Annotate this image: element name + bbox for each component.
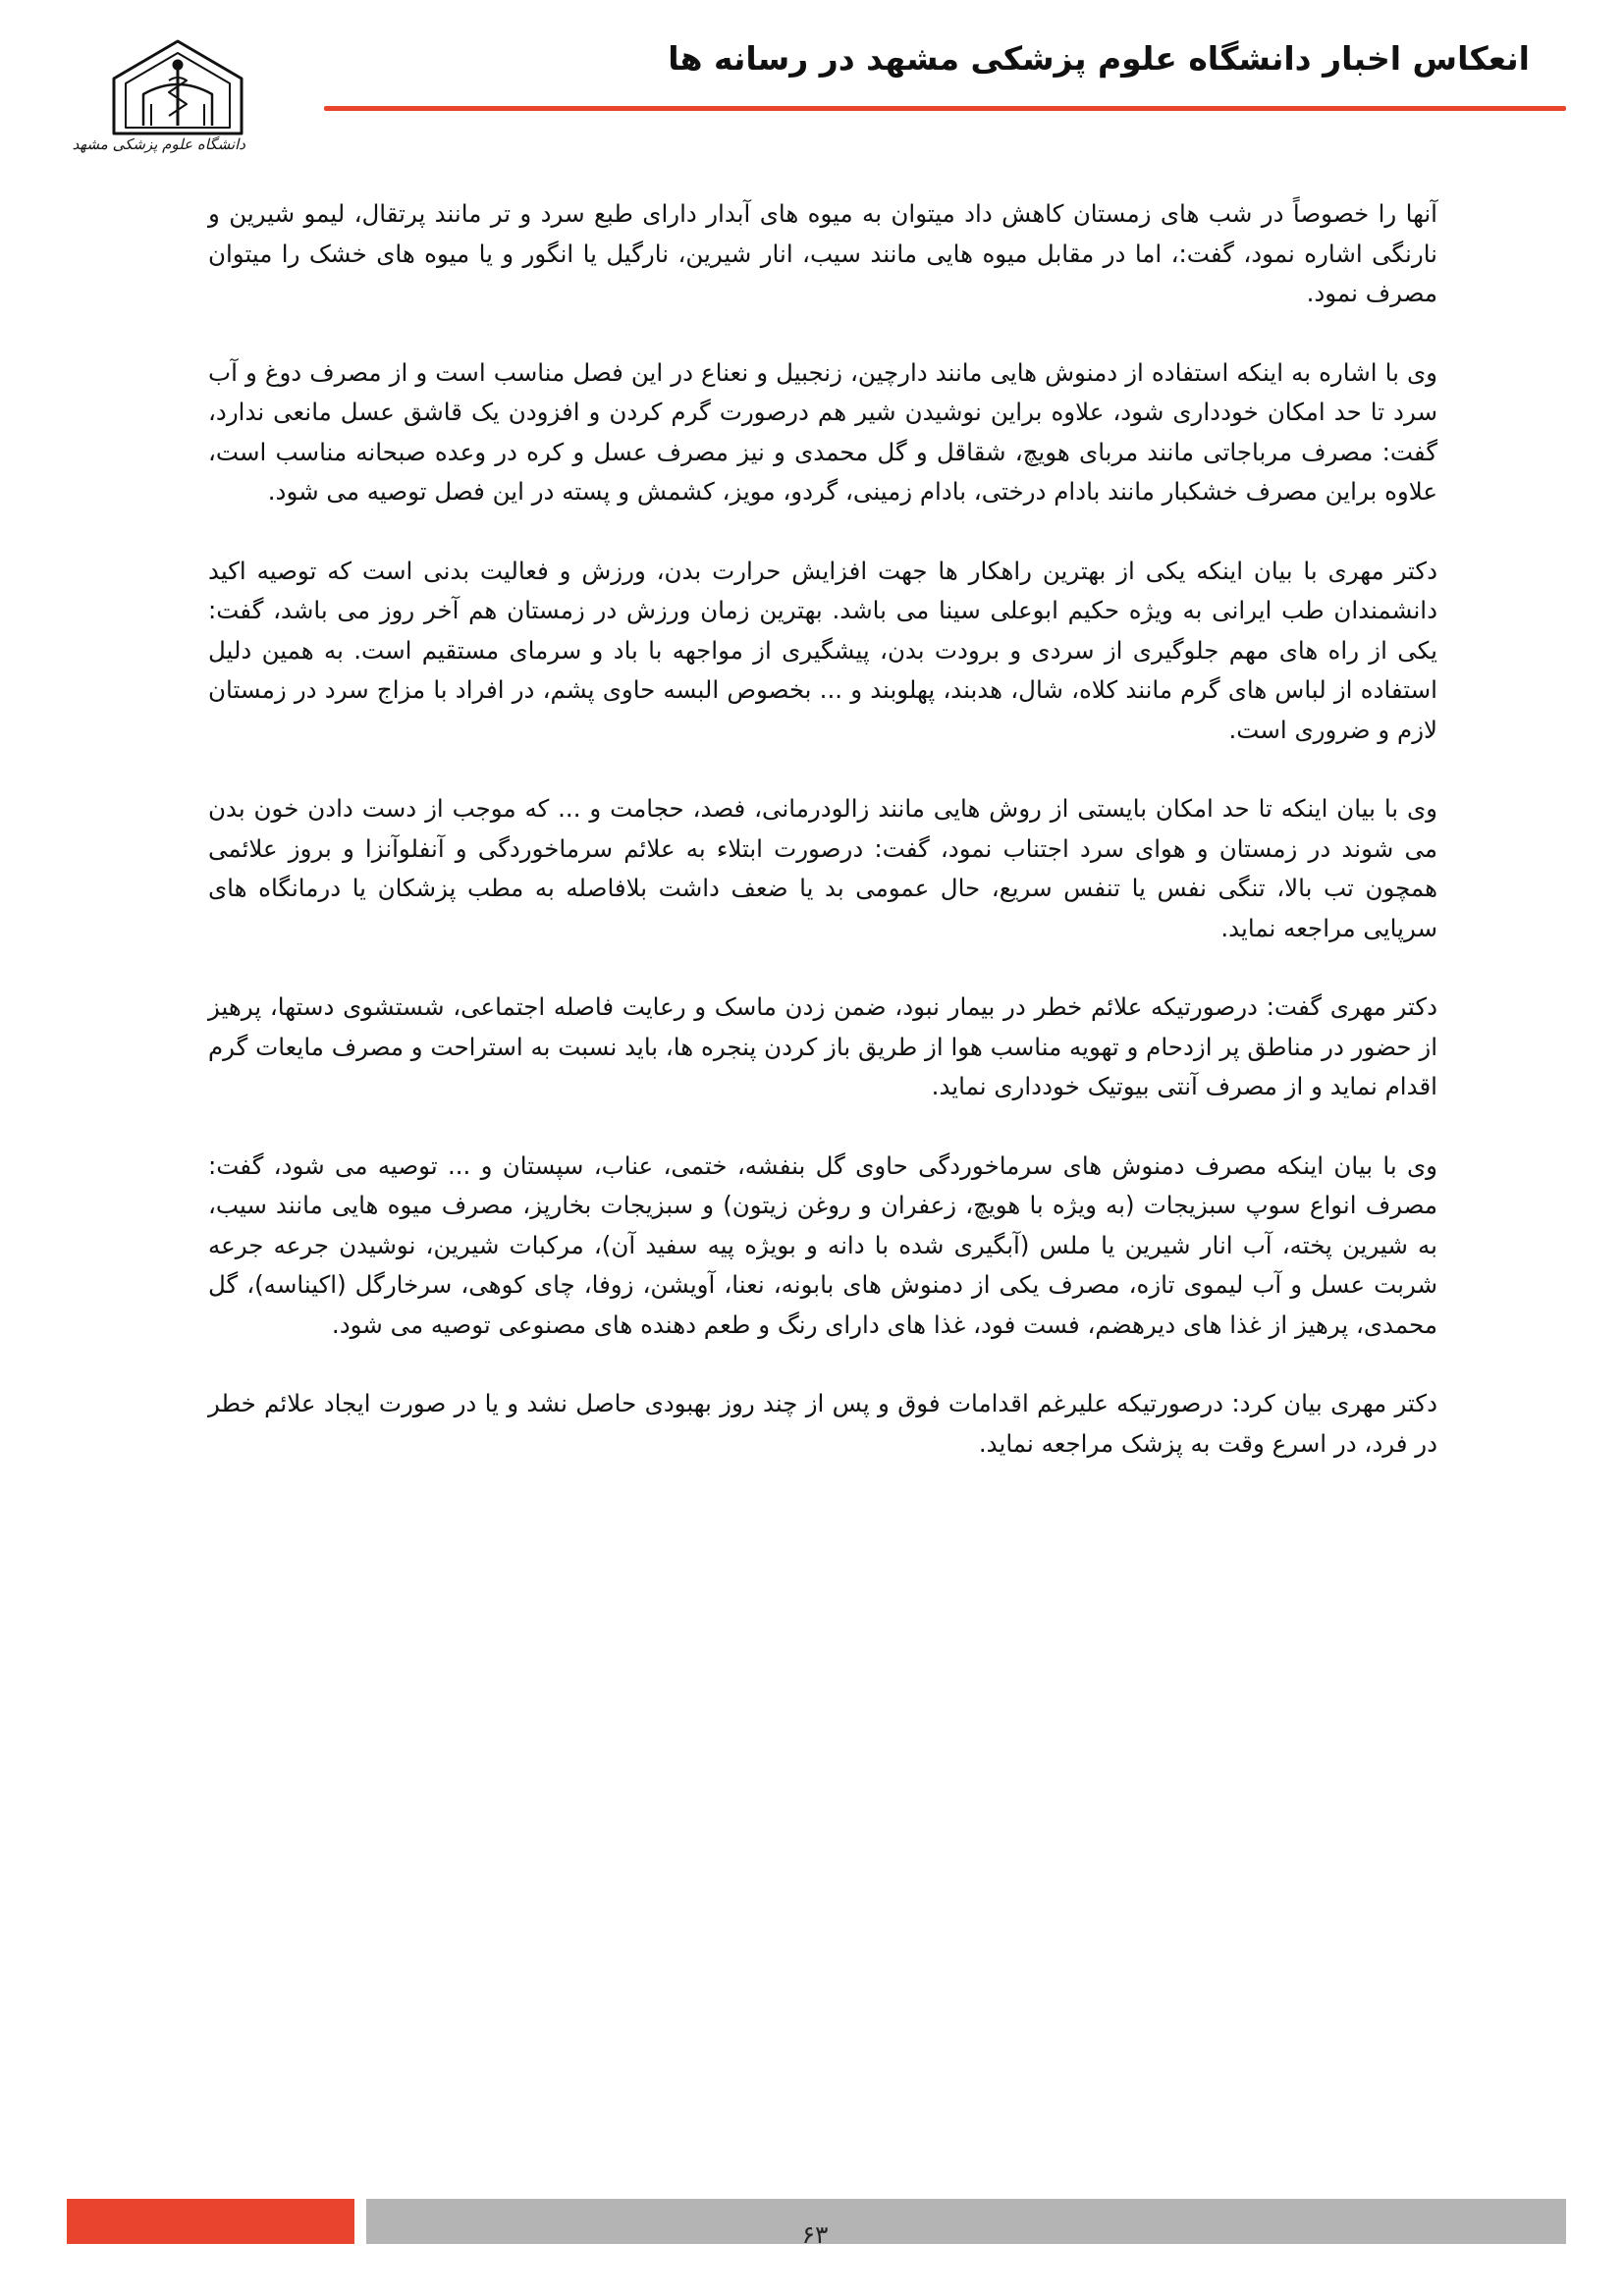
article-body	[208, 194, 1437, 1503]
paragraph: دکتر مهری با بیان اینکه یکی از بهترین راهکار ها جهت افزایش حرارت بدن، ورزش و فعالیت بدنی است که توصیه اکید دانشمندان طب ایرانی به ویژه حکیم ابوعلی سینا می باشد. بهترین زمان ورزش در زمستان هم آخر روز می باشد، گفت: یکی از راه های مهم جلوگیری از سردی و برودت بدن، پیشگیری از مواجهه با باد و سرمای مستقیم است. به همین دلیل استفاده از لباس های گرم مانند کلاه، شال، هدبند، پهلوبند و ... بخصوص البسه حاوی پشم، در افراد با مزاج سرد در زمستان لازم و ضروری است.	[208, 556, 1437, 744]
logo-caption: دانشگاه علوم پزشکی مشهد	[72, 135, 245, 153]
paragraph: دکتر مهری گفت: درصورتیکه علائم خطر در بیمار نبود، ضمن زدن ماسک و رعایت فاصله اجتماعی، شستشوی دستها، پرهیز از حضور در مناطق پر ازدحام و تهویه مناسب هوا از طریق باز کردن پنجره ها، باید نسبت به استراحت و مصرف مایعات گرم اقدام نماید و از مصرف آنتی بیوتیک خودداری نماید.	[208, 992, 1437, 1100]
page-title: انعکاس اخبار دانشگاه علوم پزشکی مشهد در رسانه ها	[668, 39, 1530, 78]
footer-accent-bar	[67, 2199, 354, 2244]
paragraph: وی با بیان اینکه مصرف دمنوش های سرماخوردگی حاوی گل بنفشه، ختمی، عناب، سپستان و ... توصیه می شود، گفت: مصرف انواع سوپ سبزیجات (به ویژه با هویچ، زعفران و روغن زیتون) و سبزیجات بخارپز، مصرف میوه هایی مانند سیب، به شیرین پخته، آب انار شیرین یا ملس (آبگیری شده با دانه و بویژه پیه سفید آن)، مرکبات شیرین، نوشیدن جرعه جرعه شربت عسل و آب لیموی تازه، مصرف یکی از دمنوش های بابونه، نعنا، آویشن، زوفا، چای کوهی، سرخارگل (اکیناسه)، گل محمدی، پرهیز از غذا های دیرهضم، فست فود، غذا های دارای رنگ و طعم دهنده های مصنوعی توصیه می شود.	[208, 1150, 1437, 1339]
paragraph: وی با اشاره به اینکه استفاده از دمنوش هایی مانند دارچین، زنجبیل و نعناع در این فصل مناسب است و از مصرف دوغ و آب سرد تا حد امکان خودداری شود، علاوه براین نوشیدن شیر هم درصورت گرم کردن و افزودن یک قاشق عسل مانعی ندارد، گفت: مصرف مرباجاتی مانند مربای هویچ، شقاقل و گل محمدی و نیز مصرف عسل و کره در وعده صبحانه مناسب است، علاوه براین مصرف خشکبار مانند بادام درختی، بادام زمینی، گردو، مویز، کشمش و پسته در این فصل توصیه می شود.	[208, 357, 1437, 506]
page-number: ۶۳	[801, 2220, 829, 2249]
header-divider	[324, 106, 1566, 111]
paragraph: وی با بیان اینکه تا حد امکان بایستی از روش هایی مانند زالودرمانی، فصد، حجامت و ... که موجب از دست دادن خون بدن می شوند در زمستان و هوای سرد اجتناب نمود، گفت: درصورت ابتلاء به علائم سرماخوردگی و آنفلوآنزا و بروز علائمی همچون تب بالا، تنگی نفس یا تنفس سریع، حال عمومی بد یا ضعف داشت بلافاصله به مطب پزشکان یا درمانگاه های سرپایی مراجعه نماید.	[208, 794, 1437, 942]
paragraph: آنها را خصوصاً در شب های زمستان کاهش داد میتوان به میوه های آبدار دارای طبع سرد و تر مانند پرتقال، لیمو شیرین و نارنگی اشاره نمود، گفت:، اما در مقابل میوه هایی مانند سیب، انار شیرین، نارگیل یا انگور و یا میوه های خشک را میتوان مصرف نمود.	[208, 199, 1437, 307]
footer-gray-bar	[366, 2199, 1566, 2244]
paragraph: دکتر مهری بیان کرد: درصورتیکه علیرغم اقدامات فوق و پس از چند روز بهبودی حاصل نشد و یا در صورت ایجاد علائم خطر در فرد، در اسرع وقت به پزشک مراجعه نماید.	[208, 1389, 1437, 1458]
